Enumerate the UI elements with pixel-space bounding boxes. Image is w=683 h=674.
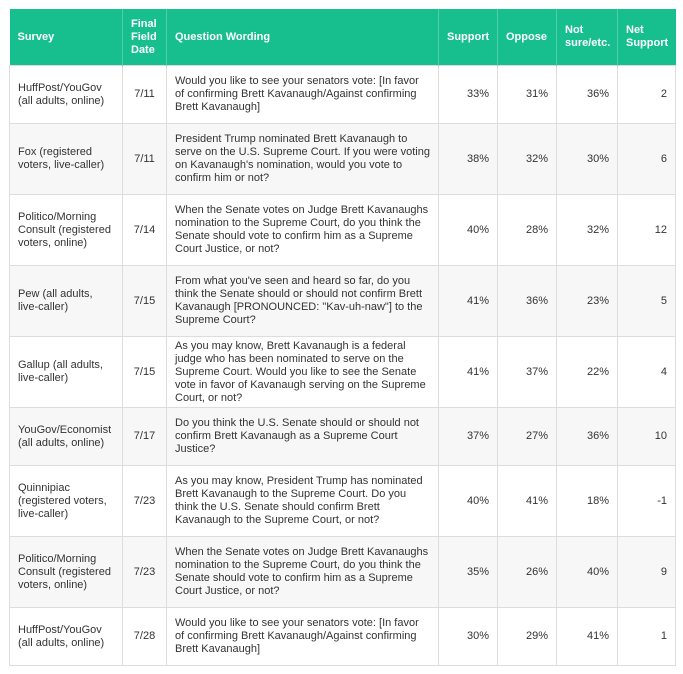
table-row: [10, 195, 676, 266]
cell-question-wording: When the Senate votes on Judge Brett Kavanaughs nomination to the Supreme Court, do you think the Senate should vote to confirm him as a Supreme Court Justice, or not?: [167, 195, 439, 266]
cell-net-support: 4: [618, 337, 676, 408]
cell-not-sure: 32%: [557, 195, 618, 266]
cell-final-field-date: 7/11: [123, 66, 167, 124]
table-row: [10, 608, 676, 666]
header-question-wording: Question Wording: [167, 9, 439, 66]
table-row: [10, 124, 676, 195]
cell-not-sure: 22%: [557, 337, 618, 408]
cell-oppose: 32%: [498, 124, 557, 195]
cell-oppose: 27%: [498, 408, 557, 466]
cell-survey: YouGov/Economist (all adults, online): [10, 408, 123, 466]
cell-survey: Politico/Morning Consult (registered voters, online): [10, 195, 123, 266]
cell-not-sure: 36%: [557, 66, 618, 124]
table-row: [10, 408, 676, 466]
cell-final-field-date: 7/23: [123, 537, 167, 608]
cell-oppose: 28%: [498, 195, 557, 266]
cell-question-wording: As you may know, President Trump has nominated Brett Kavanaugh to the Supreme Court. Do you think the U.S. Senate should confirm Brett Kavanaugh to the Supreme Court, or not?: [167, 466, 439, 537]
cell-question-wording: As you may know, Brett Kavanaugh is a federal judge who has been nominated to serve on the Supreme Court. Would you like to see the Senate vote in favor of Kavanaugh serving on the Supreme Court, or not?: [167, 337, 439, 408]
cell-question-wording: Would you like to see your senators vote: [In favor of confirming Brett Kavanaugh/Against confirming Brett Kavanaugh]: [167, 66, 439, 124]
cell-final-field-date: 7/17: [123, 408, 167, 466]
cell-oppose: 29%: [498, 608, 557, 666]
cell-survey: Pew (all adults, live-caller): [10, 266, 123, 337]
cell-final-field-date: 7/14: [123, 195, 167, 266]
cell-not-sure: 41%: [557, 608, 618, 666]
cell-survey: Fox (registered voters, live-caller): [10, 124, 123, 195]
table-row: [10, 66, 676, 124]
cell-survey: Quinnipiac (registered voters, live-caller): [10, 466, 123, 537]
cell-support: 37%: [439, 408, 498, 466]
cell-oppose: 36%: [498, 266, 557, 337]
cell-net-support: 6: [618, 124, 676, 195]
cell-survey: HuffPost/YouGov (all adults, online): [10, 608, 123, 666]
cell-net-support: 12: [618, 195, 676, 266]
cell-not-sure: 30%: [557, 124, 618, 195]
cell-support: 30%: [439, 608, 498, 666]
header-oppose: Oppose: [498, 9, 557, 66]
cell-final-field-date: 7/23: [123, 466, 167, 537]
table-row: [10, 537, 676, 608]
table-row: [10, 337, 676, 408]
cell-question-wording: Would you like to see your senators vote: [In favor of confirming Brett Kavanaugh/Against confirming Brett Kavanaugh]: [167, 608, 439, 666]
cell-final-field-date: 7/15: [123, 337, 167, 408]
cell-net-support: 10: [618, 408, 676, 466]
cell-oppose: 37%: [498, 337, 557, 408]
cell-oppose: 41%: [498, 466, 557, 537]
cell-support: 38%: [439, 124, 498, 195]
cell-not-sure: 40%: [557, 537, 618, 608]
cell-net-support: 1: [618, 608, 676, 666]
cell-not-sure: 36%: [557, 408, 618, 466]
cell-question-wording: President Trump nominated Brett Kavanaugh to serve on the U.S. Supreme Court. If you were voting on Kavanaugh's nomination, would you vote to confirm him or not?: [167, 124, 439, 195]
cell-net-support: 5: [618, 266, 676, 337]
table-row: [10, 266, 676, 337]
cell-not-sure: 18%: [557, 466, 618, 537]
cell-survey: Gallup (all adults, live-caller): [10, 337, 123, 408]
cell-support: 33%: [439, 66, 498, 124]
cell-support: 41%: [439, 266, 498, 337]
header-survey: Survey: [10, 9, 123, 66]
cell-final-field-date: 7/15: [123, 266, 167, 337]
header-row: [10, 9, 676, 66]
cell-final-field-date: 7/28: [123, 608, 167, 666]
cell-net-support: 2: [618, 66, 676, 124]
cell-not-sure: 23%: [557, 266, 618, 337]
header-final-field-date: Final Field Date: [123, 9, 167, 66]
cell-support: 41%: [439, 337, 498, 408]
header-not-sure: Not sure/etc.: [557, 9, 618, 66]
cell-support: 40%: [439, 466, 498, 537]
cell-support: 40%: [439, 195, 498, 266]
poll-table: [9, 9, 676, 666]
poll-table-container: [9, 9, 675, 666]
cell-question-wording: From what you've seen and heard so far, do you think the Senate should or should not confirm Brett Kavanaugh [PRONOUNCED: "Kav-uh-naw"] to the Supreme Court?: [167, 266, 439, 337]
header-net-support: Net Support: [618, 9, 676, 66]
cell-question-wording: When the Senate votes on Judge Brett Kavanaughs nomination to the Supreme Court, do you think the Senate should vote to confirm him as a Supreme Court Justice, or not?: [167, 537, 439, 608]
cell-net-support: -1: [618, 466, 676, 537]
table-body: [10, 66, 676, 666]
cell-question-wording: Do you think the U.S. Senate should or should not confirm Brett Kavanaugh as a Supreme Court Justice?: [167, 408, 439, 466]
cell-net-support: 9: [618, 537, 676, 608]
header-support: Support: [439, 9, 498, 66]
cell-final-field-date: 7/11: [123, 124, 167, 195]
cell-survey: Politico/Morning Consult (registered voters, online): [10, 537, 123, 608]
cell-support: 35%: [439, 537, 498, 608]
cell-oppose: 31%: [498, 66, 557, 124]
cell-survey: HuffPost/YouGov (all adults, online): [10, 66, 123, 124]
table-row: [10, 466, 676, 537]
cell-oppose: 26%: [498, 537, 557, 608]
